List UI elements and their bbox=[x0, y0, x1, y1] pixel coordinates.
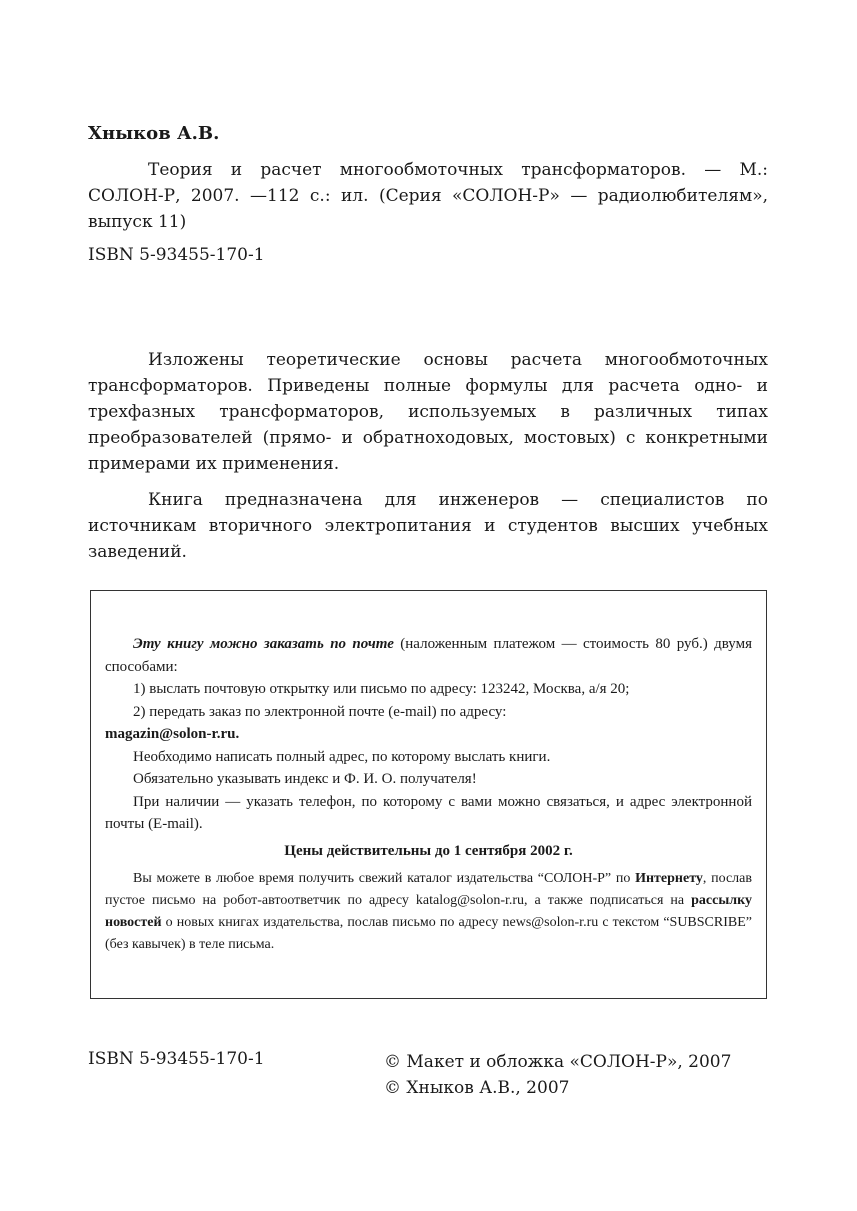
author-name: Хныков А.В. bbox=[88, 123, 220, 144]
isbn-bottom: ISBN 5-93455-170-1 bbox=[88, 1049, 265, 1069]
catalog-text-internet: Интернету bbox=[635, 871, 703, 886]
order-lead-emphasis: Эту книгу можно заказать по почте bbox=[133, 636, 394, 652]
order-note-3: При наличии — указать телефон, по которому с вами можно связаться, и адрес электронной почты (E-mail). bbox=[105, 793, 752, 832]
bibliographic-record: Теория и расчет многообмоточных трансформаторов. — М.: СОЛОН-Р, 2007. —112 с.: ил. (Серия «СОЛОН-Р» — радиолюбителям», выпуск 11) bbox=[88, 160, 768, 232]
catalog-text-e: о новых книгах издательства, послав письмо по адресу news@solon-r.ru с текстом “SUBSCRIBE” (без кавычек) в теле письма. bbox=[105, 915, 752, 952]
order-email: magazin@solon-r.ru. bbox=[105, 726, 240, 742]
catalog-text-a: Вы можете в любое время получить свежий каталог издательства “СОЛОН-Р” по bbox=[133, 871, 636, 886]
catalog-text-c: , послав пустое письмо на робот-автоответчик по адресу katalog@solon-r.ru, а также подписаться на bbox=[105, 871, 752, 908]
catalog-text-newsletter: рассылку новостей bbox=[105, 893, 752, 930]
prices-validity: Цены действительны до 1 сентября 2002 г. bbox=[284, 842, 573, 859]
order-lead bbox=[105, 633, 752, 678]
catalog-info bbox=[105, 868, 752, 956]
order-info-box bbox=[90, 590, 767, 999]
abstract-paragraph: Книга предназначена для инженеров — специалистов по источникам вторичного электропитания и студентов высших учебных заведений. bbox=[88, 490, 768, 562]
order-option-1: 1) выслать почтовую открытку или письмо по адресу: 123242, Москва, а/я 20; bbox=[133, 681, 630, 697]
copyright-block bbox=[384, 1049, 731, 1101]
order-note-2: Обязательно указывать индекс и Ф. И. О. получателя! bbox=[133, 771, 477, 787]
copyright-line: © Макет и обложка «СОЛОН-Р», 2007 bbox=[384, 1052, 732, 1072]
order-note-1: Необходимо написать полный адрес, по которому выслать книги. bbox=[133, 748, 551, 765]
abstract bbox=[88, 347, 768, 575]
isbn-top: ISBN 5-93455-170-1 bbox=[88, 245, 265, 265]
order-lead-rest: (наложенным платежом — стоимость 80 руб.) двумя способами: bbox=[105, 636, 753, 675]
abstract-paragraph: Изложены теоретические основы расчета многообмоточных трансформаторов. Приведены полные формулы для расчета одно- и трехфазных трансформаторов, используемых в различных типах преобразователей (прямо- и обратноходовых, мостовых) с конкретными примерами их применения. bbox=[88, 350, 768, 474]
order-option-2: 2) передать заказ по электронной почте (e-mail) по адресу: bbox=[133, 703, 507, 720]
copyright-line: © Хныков А.В., 2007 bbox=[384, 1078, 570, 1098]
